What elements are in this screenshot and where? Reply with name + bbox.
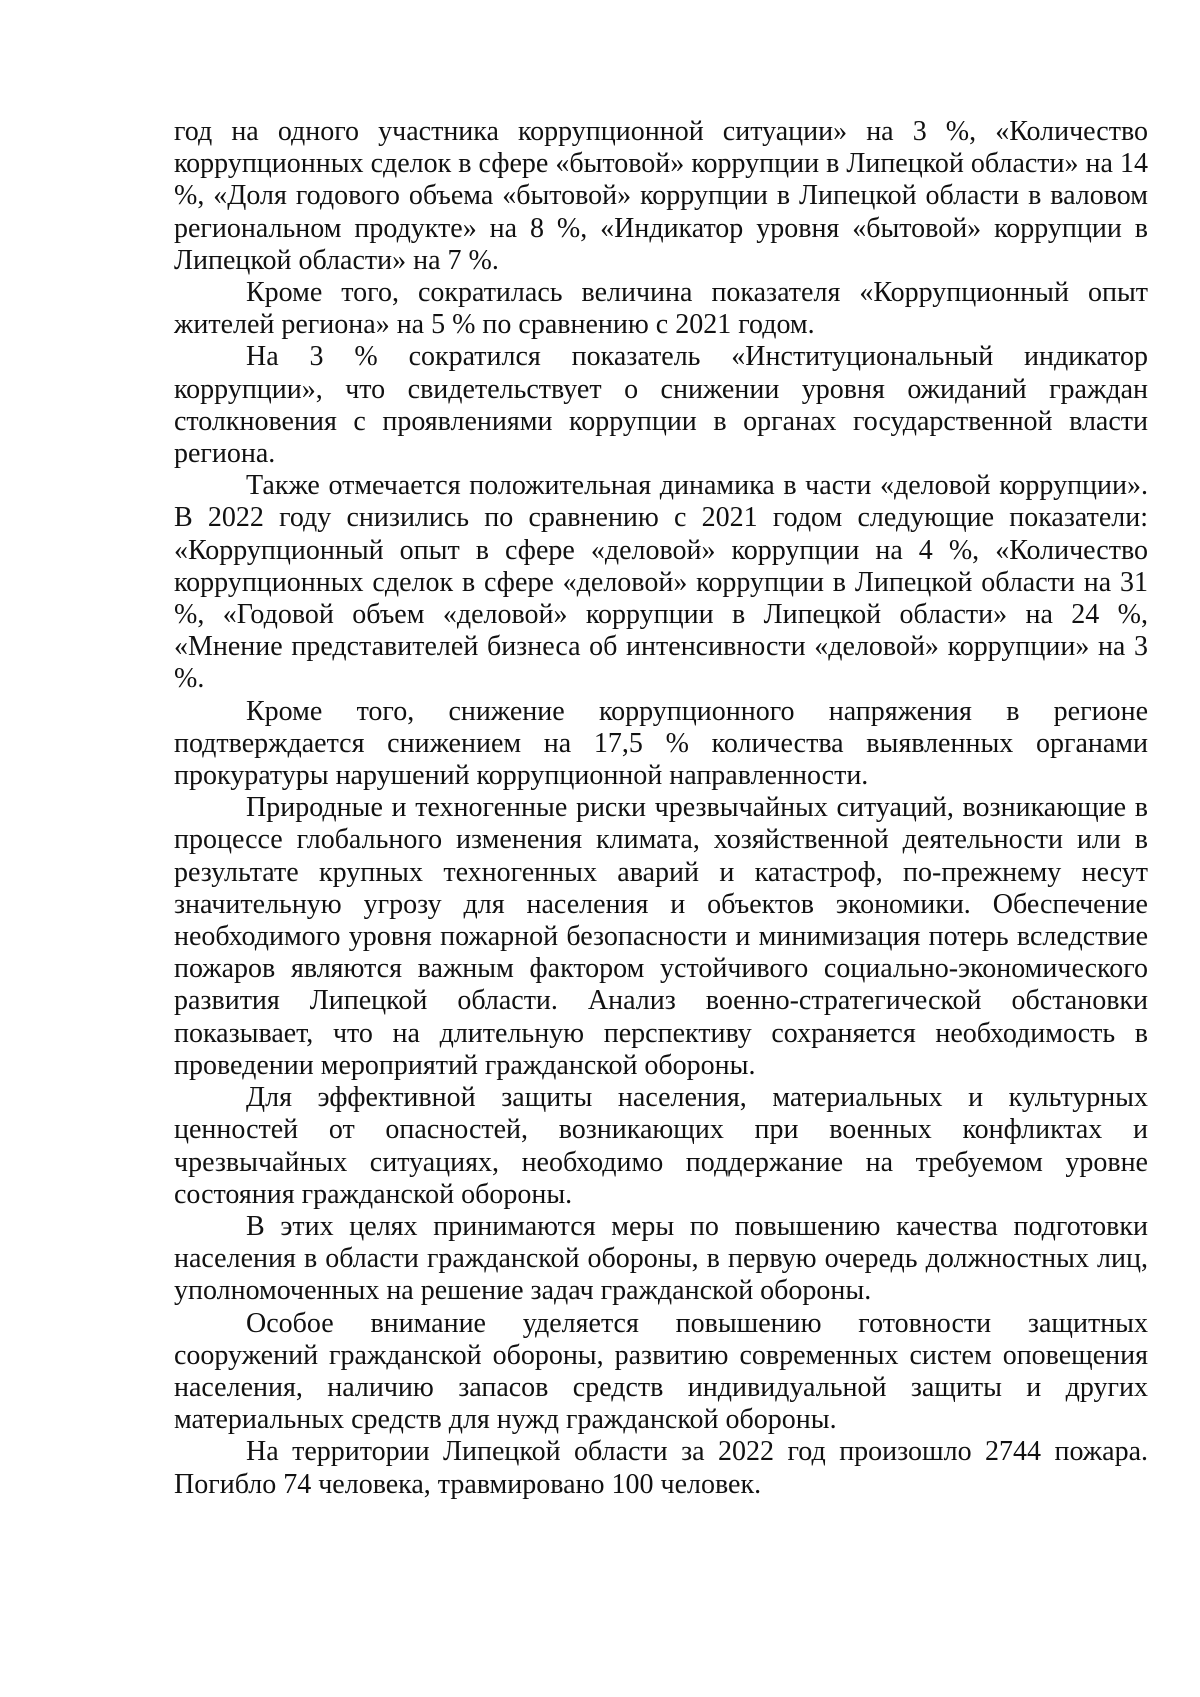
paragraph-institutional-indicator: На 3 % сократился показатель «Институциональный индикатор коррупции», что свидетельствует о снижении уровня ожиданий граждан столкновения с проявлениями коррупции в органах государственной власти региона. <box>174 341 1148 470</box>
document-body <box>174 116 1148 1501</box>
paragraph-corruption-tension: Кроме того, снижение коррупционного напряжения в регионе подтверждается снижением на 17,5 % количества выявленных органами прокуратуры нарушений коррупционной направленности. <box>174 695 1148 792</box>
paragraph-business-corruption: Также отмечается положительная динамика в части «деловой коррупции». В 2022 году снизились по сравнению с 2021 годом следующие показатели: «Коррупционный опыт в сфере «деловой» коррупции на 4 %, «Количество коррупционных сделок в сфере «деловой» коррупции в Липецкой области на 31 %, «Годовой объем «деловой» коррупции в Липецкой области» на 24 %, «Мнение представителей бизнеса об интенсивности «деловой» коррупции» на 3 %. <box>174 470 1148 695</box>
paragraph-corruption-experience: Кроме того, сократилась величина показателя «Коррупционный опыт жителей региона» на 5 % по сравнению с 2021 годом. <box>174 277 1148 341</box>
paragraph-training-measures: В этих целях принимаются меры по повышению качества подготовки населения в области гражданской обороны, в первую очередь должностных лиц, уполномоченных на решение задач гражданской обороны. <box>174 1210 1148 1307</box>
paragraph-population-protection: Для эффективной защиты населения, материальных и культурных ценностей от опасностей, возникающих при военных конфликтах и чрезвычайных ситуациях, необходимо поддержание на требуемом уровне состояния гражданской обороны. <box>174 1082 1148 1210</box>
paragraph-emergency-risks: Природные и техногенные риски чрезвычайных ситуаций, возникающие в процессе глобального изменения климата, хозяйственной деятельности или в результате крупных техногенных аварий и катастроф, по-прежнему несут значительную угрозу для населения и объектов экономики. Обеспечение необходимого уровня пожарной безопасности и минимизация потерь вследствие пожаров являются важным фактором устойчивого социально-экономического развития Липецкой области. Анализ военно-стратегической обстановки показывает, что на длительную перспективу сохраняется необходимость в проведении мероприятий гражданской обороны. <box>174 792 1148 1081</box>
paragraph-civil-defense-readiness: Особое внимание уделяется повышению готовности защитных сооружений гражданской обороны, развитию современных систем оповещения населения, наличию запасов средств индивидуальной защиты и других материальных средств для нужд гражданской обороны. <box>174 1307 1148 1436</box>
paragraph-continuation: год на одного участника коррупционной ситуации» на 3 %, «Количество коррупционных сделок в сфере «бытовой» коррупции в Липецкой области» на 14 %, «Доля годового объема «бытовой» коррупции в Липецкой области в валовом региональном продукте» на 8 %, «Индикатор уровня «бытовой» коррупции в Липецкой области» на 7 %. <box>174 116 1148 276</box>
paragraph-fire-statistics: На территории Липецкой области за 2022 год произошло 2744 пожара. Погибло 74 человека, травмировано 100 человек. <box>174 1436 1148 1500</box>
